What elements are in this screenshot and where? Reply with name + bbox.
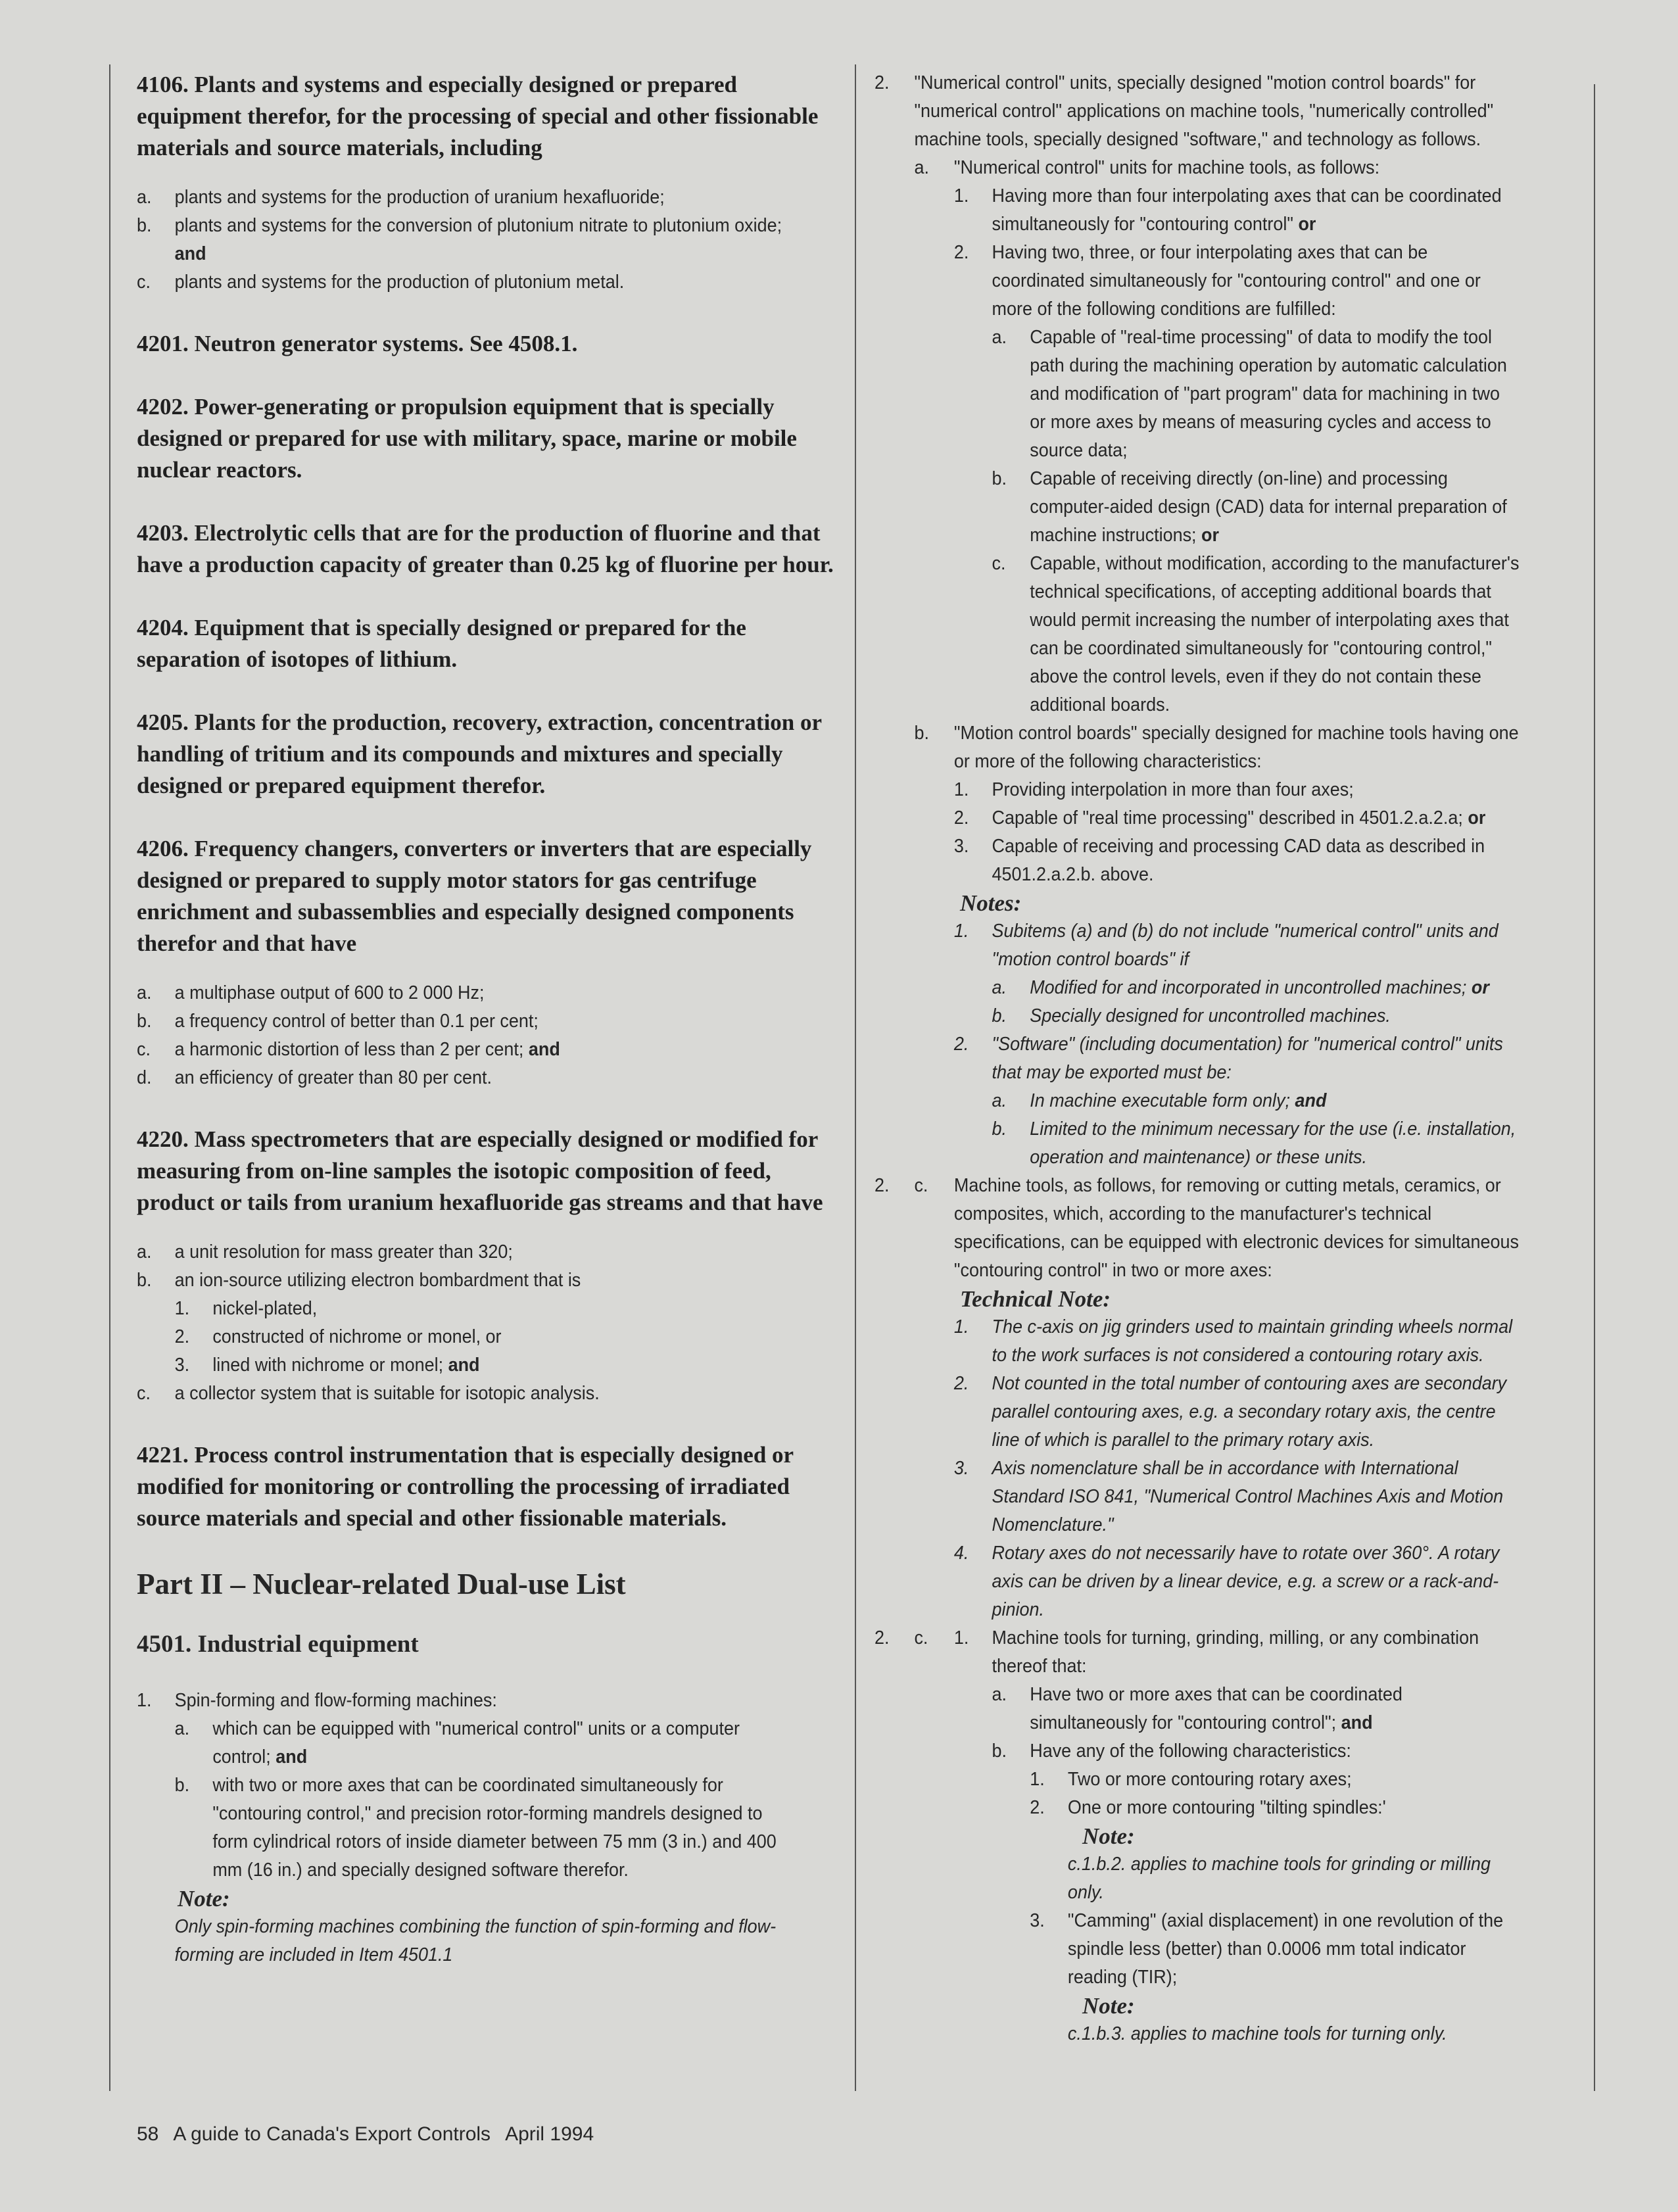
note-heading: Note: xyxy=(178,1886,230,1911)
note-item: a. In machine executable form only; and xyxy=(992,1090,1327,1111)
list-item: 1. Having more than four interpolating axes that can be coordinated simultaneously for "contouring control" or xyxy=(953,185,1502,235)
list-item: a. a unit resolution for mass greater than 320; xyxy=(137,1241,513,1262)
note-item: a. Modified for and incorporated in uncontrolled machines; or xyxy=(992,977,1489,998)
note-heading: Note: xyxy=(1082,1823,1135,1849)
list-item: 2. constructed of nichrome or monel, or xyxy=(174,1326,502,1347)
list-item: 2. One or more contouring "tilting spindles:' xyxy=(1030,1797,1386,1818)
section-4220-heading: 4220. Mass spectrometers that are especially designed or modified for measuring from on-line samples the isotopic composition of feed, product or tails from uranium hexafluoride gas streams and that have xyxy=(137,1126,823,1215)
list-item: 2. c. 1. Machine tools for turning, grinding, milling, or any combination thereof that: xyxy=(875,1627,1479,1677)
note-item: b. Limited to the minimum necessary for the use (i.e. installation, operation and maintenance) or these units. xyxy=(992,1118,1516,1168)
list-item: a. Have two or more axes that can be coordinated simultaneously for "contouring control"; and xyxy=(992,1684,1402,1733)
list-item: b. with two or more axes that can be coordinated simultaneously for "contouring control," and precision rotor-forming mandrels designed to form cylindrical rotors of inside diameter between 75 mm (3 in.) and 400 mm (16 in.) and specially designed software therefor. xyxy=(174,1775,777,1881)
note-item: 4. Rotary axes do not necessarily have to rotate over 360°. A rotary axis can be driven by a linear device, e.g. a screw or a rack-and-pinion. xyxy=(953,1543,1500,1620)
page-footer xyxy=(137,2121,594,2148)
list-item: a. which can be equipped with "numerical control" units or a computer control; and xyxy=(174,1718,740,1767)
notes-heading: Notes: xyxy=(960,890,1022,916)
footer-title: A guide to Canada's Export Controls xyxy=(173,2123,491,2145)
section-4203-heading: 4203. Electrolytic cells that are for the production of fluorine and that have a production capacity of greater than 0.25 kg of fluorine per hour. xyxy=(137,520,834,577)
note-item: 1. The c-axis on jig grinders used to maintain grinding wheels normal to the work surfaces is not considered a contouring rotary axis. xyxy=(953,1316,1513,1366)
list-item: c. plants and systems for the production of plutonium metal. xyxy=(137,272,625,293)
note-item: 3. Axis nomenclature shall be in accordance with International Standard ISO 841, "Numerical Control Machines Axis and Motion Nomenclature." xyxy=(953,1458,1504,1535)
section-4106-list xyxy=(137,183,835,297)
right-column xyxy=(875,69,1568,2048)
note-text: Only spin-forming machines combining the function of spin-forming and flow-forming are included in Item 4501.1 xyxy=(174,1916,777,1965)
section-4501-heading: 4501. Industrial equipment xyxy=(137,1631,419,1658)
list-item: 1. Spin-forming and flow-forming machines: xyxy=(137,1690,497,1711)
section-4205-heading: 4205. Plants for the production, recovery, extraction, concentration or handling of tritium and its compounds and mixtures and specially designed or prepared equipment therefor. xyxy=(137,709,822,798)
list-item: 3. Capable of receiving and processing CAD data as described in 4501.2.a.2.b. above. xyxy=(953,836,1485,885)
list-item: 2. c. Machine tools, as follows, for removing or cutting metals, ceramics, or composites, which, according to the manufacturer's technical specifications, can be equipped with electronic devices for simultaneous "contouring control" in two or more axes: xyxy=(875,1175,1519,1281)
list-item: b. plants and systems for the conversion of plutonium nitrate to plutonium oxide; and xyxy=(137,215,782,264)
list-item: c. a collector system that is suitable for isotopic analysis. xyxy=(137,1383,600,1404)
list-item: b. a frequency control of better than 0.1 per cent; xyxy=(137,1011,539,1032)
list-item: 2. "Numerical control" units, specially designed "motion control boards" for "numerical control" applications on machine tools, "numerically controlled" machine tools, specially designed "software," and technology as follows. xyxy=(875,72,1494,150)
list-item: 2. Capable of "real time processing" described in 4501.2.a.2.a; or xyxy=(953,807,1486,829)
section-4204-heading: 4204. Equipment that is specially designed or prepared for the separation of isotopes of lithium. xyxy=(137,615,746,672)
list-item: c. Capable, without modification, according to the manufacturer's technical specifications, of accepting additional boards that would permit increasing the number of interpolating axes that can be coordinated simultaneously for "contouring control," above the control levels, even if they do not contain these additional boards. xyxy=(992,553,1520,715)
right-margin-rule xyxy=(1594,84,1595,2091)
list-item: a. "Numerical control" units for machine tools, as follows: xyxy=(914,157,1380,178)
list-item: 1. Providing interpolation in more than four axes; xyxy=(953,779,1354,800)
note-text: c.1.b.2. applies to machine tools for grinding or milling only. xyxy=(1067,1854,1491,1903)
list-item: 1. Two or more contouring rotary axes; xyxy=(1030,1769,1352,1790)
note-item: 2. "Software" (including documentation) for "numerical control" units that may be exported must be: xyxy=(953,1034,1503,1083)
left-column xyxy=(137,69,835,1969)
list-item: b. Have any of the following characteristics: xyxy=(992,1741,1351,1762)
section-4221-heading: 4221. Process control instrumentation that is especially designed or modified for monitoring or controlling the processing of irradiated source materials and special and other fissionable materials. xyxy=(137,1442,794,1531)
section-4201-heading: 4201. Neutron generator systems. See 4508.1. xyxy=(137,331,578,356)
list-item: a. plants and systems for the production of uranium hexafluoride; xyxy=(137,187,665,208)
list-item: b. an ion-source utilizing electron bombardment that is xyxy=(137,1270,581,1291)
list-item: d. an efficiency of greater than 80 per cent. xyxy=(137,1067,492,1088)
section-4220-list xyxy=(137,1238,835,1408)
left-margin-rule xyxy=(109,64,110,2091)
list-item: 1. nickel-plated, xyxy=(174,1298,318,1319)
note-heading: Note: xyxy=(1082,1993,1135,2019)
list-item: a. Capable of "real-time processing" of data to modify the tool path during the machining operation by automatic calculation and modification of "part program" data for machining in two or more axes by means of measuring cycles and access to source data; xyxy=(992,327,1507,461)
note-text: c.1.b.3. applies to machine tools for turning only. xyxy=(1067,2023,1447,2044)
list-item: b. "Motion control boards" specially designed for machine tools having one or more of the following characteristics: xyxy=(914,723,1519,772)
list-item: 2. Having two, three, or four interpolating axes that can be coordinated simultaneously for "contouring control" and one or more of the following conditions are fulfilled: xyxy=(953,242,1481,320)
note-item: b. Specially designed for uncontrolled machines. xyxy=(992,1005,1391,1026)
list-item: b. Capable of receiving directly (on-line) and processing computer-aided design (CAD) data for internal preparation of machine instructions; or xyxy=(992,468,1507,546)
section-4206-heading: 4206. Frequency changers, converters or inverters that are especially designed or prepared to supply motor stators for gas centrifuge enrichment and subassemblies and especially designed components therefor and that have xyxy=(137,836,812,956)
section-4106-heading: 4106. Plants and systems and especially designed or prepared equipment therefor, for the processing of special and other fissionable materials and source materials, including xyxy=(137,72,819,160)
section-4202-heading: 4202. Power-generating or propulsion equipment that is specially designed or prepared for use with military, space, marine or mobile nuclear reactors. xyxy=(137,394,797,483)
list-item: 3. "Camming" (axial displacement) in one revolution of the spindle less (better) than 0.0006 mm total indicator reading (TIR); xyxy=(1030,1910,1504,1988)
list-item: c. a harmonic distortion of less than 2 per cent; and xyxy=(137,1039,560,1060)
footer-date: April 1994 xyxy=(505,2123,594,2145)
technical-note-heading: Technical Note: xyxy=(960,1286,1111,1312)
column-divider-rule xyxy=(855,64,856,2091)
note-item: 1. Subitems (a) and (b) do not include "numerical control" units and "motion control boards" if xyxy=(953,921,1498,970)
section-4206-list xyxy=(137,979,835,1092)
list-item: 3. lined with nichrome or monel; and xyxy=(174,1355,480,1376)
section-4501-list xyxy=(137,1687,835,1969)
note-item: 2. Not counted in the total number of contouring axes are secondary parallel contouring axes, e.g. a secondary rotary axis, the centre line of which is parallel to the primary rotary axis. xyxy=(953,1373,1507,1451)
page-number: 58 xyxy=(137,2123,159,2145)
part-ii-heading: Part II – Nuclear-related Dual-use List xyxy=(137,1568,626,1600)
list-item: a. a multiphase output of 600 to 2 000 Hz; xyxy=(137,982,485,1003)
